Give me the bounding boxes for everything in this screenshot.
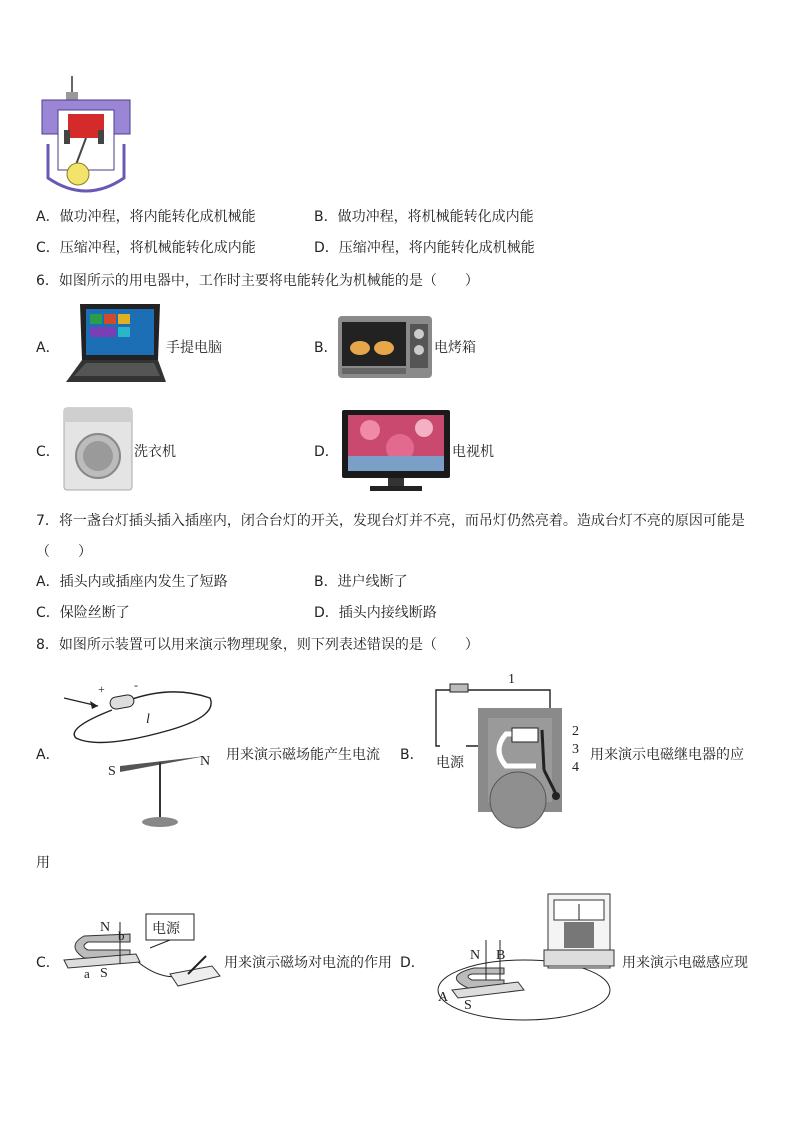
q6-option-c-letter: C．	[36, 444, 60, 460]
q5-option-b: B．做功冲程，将机械能转化成内能	[314, 209, 534, 225]
oersted-experiment-figure	[60, 676, 226, 832]
fig-d-south: S	[464, 998, 472, 1013]
fig-c-a: a	[84, 966, 90, 981]
q7-stem-line2: （ ）	[36, 544, 92, 560]
q5-option-a: A．做功冲程，将内能转化成机械能	[36, 209, 256, 225]
q8-option-d-text: 用来演示电磁感应现	[622, 955, 748, 971]
q6-option-c-label: 洗衣机	[134, 444, 176, 460]
q8-option-c-letter: C．	[36, 955, 60, 971]
fig-b-label-4: 4	[572, 760, 579, 775]
fig-d-b: B	[496, 948, 506, 963]
q7-option-d: D．插头内接线断路	[314, 605, 437, 621]
electric-bell-figure	[426, 670, 588, 834]
fig-c-south: S	[100, 966, 108, 981]
q6-stem: 6．如图所示的用电器中，工作时主要将电能转化为机械能的是（ ）	[36, 273, 479, 289]
washing-machine-image	[62, 406, 134, 492]
fig-d-north: N	[470, 948, 481, 963]
q6-option-a-label: 手提电脑	[166, 340, 222, 356]
toaster-oven-image	[336, 310, 434, 382]
q8-option-c-text: 用来演示磁场对电流的作用	[224, 955, 392, 971]
engine-stroke-figure	[38, 74, 138, 198]
q8-option-a-letter: A．	[36, 747, 60, 763]
motor-principle-figure	[60, 908, 224, 1004]
fig-a-current: l	[146, 712, 150, 727]
q7-option-c: C．保险丝断了	[36, 605, 130, 621]
q5-option-d: D．压缩冲程，将内能转化成机械能	[314, 240, 535, 256]
fig-b-label-2: 2	[572, 724, 579, 739]
q6-option-b-label: 电烤箱	[434, 340, 476, 356]
q8-option-d-letter: D．	[400, 955, 425, 971]
fig-a-minus: -	[134, 678, 138, 692]
laptop-image	[62, 302, 166, 390]
q7-stem-line1: 7．将一盏台灯插头插入插座内，闭合台灯的开关，发现台灯并不亮，而吊灯仍然亮着。造成台灯不亮的原因可能是	[36, 513, 745, 529]
q5-option-c: C．压缩冲程，将机械能转化成内能	[36, 240, 256, 256]
q8-option-b-letter: B．	[400, 747, 424, 763]
television-image	[340, 408, 452, 494]
q6-option-d-letter: D．	[314, 444, 339, 460]
fig-c-b: b	[118, 928, 125, 943]
q8-option-b-text: 用来演示电磁继电器的应	[590, 747, 744, 763]
fig-b-power-label: 电源	[436, 755, 464, 771]
fig-a-north: N	[200, 754, 211, 769]
fig-a-south: S	[108, 764, 116, 779]
fig-d-a: A	[438, 990, 449, 1005]
q6-option-d-label: 电视机	[452, 444, 494, 460]
fig-c-power-label: 电源	[152, 921, 180, 937]
fig-b-label-1: 1	[508, 672, 515, 687]
q8-option-a-text: 用来演示磁场能产生电流	[226, 747, 380, 763]
fig-b-label-3: 3	[572, 742, 579, 757]
q8-option-b-wrap: 用	[36, 855, 50, 871]
fig-a-plus: +	[98, 682, 105, 696]
q6-option-b-letter: B．	[314, 340, 338, 356]
q8-stem: 8．如图所示装置可以用来演示物理现象，则下列表述错误的是（ ）	[36, 637, 479, 653]
galvanometer-figure	[428, 890, 622, 1030]
q7-option-a: A．插头内或插座内发生了短路	[36, 574, 228, 590]
q7-option-b: B．进户线断了	[314, 574, 408, 590]
fig-c-north: N	[100, 920, 111, 935]
q6-option-a-letter: A．	[36, 340, 60, 356]
